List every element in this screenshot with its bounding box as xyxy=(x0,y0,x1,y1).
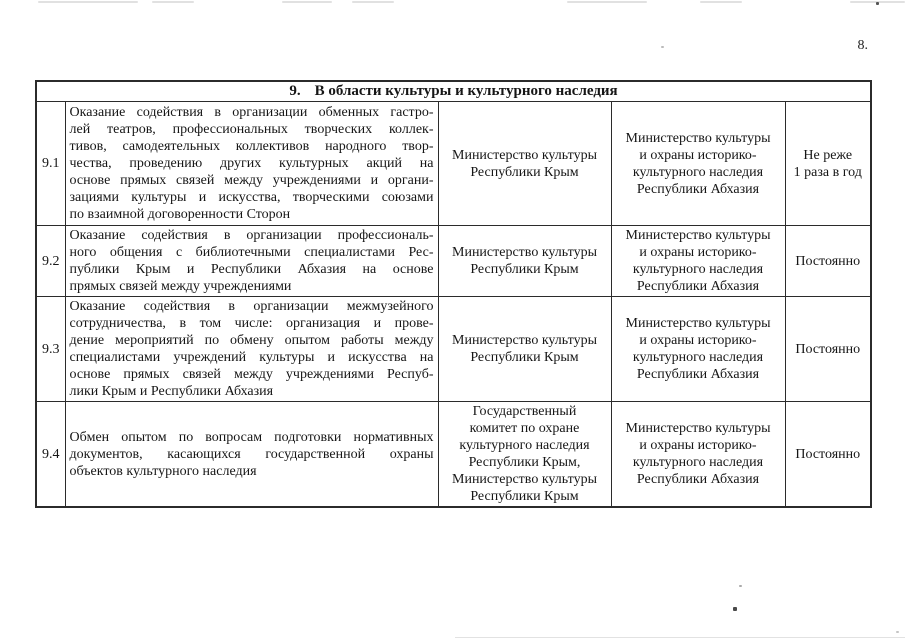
scan-artifact xyxy=(700,1,742,3)
frequency-cell xyxy=(785,402,871,508)
activity-text: Оказание содействия в организации межмузейного сотрудничества, в том числе: организация и прове- дение мероприятий по обмену опытом работы между специалистами учреждений культуры и искусства на основе прямых связей между учреждениями Респуб- лики Крым и Республики Абхазия xyxy=(69,299,434,399)
section-header-row xyxy=(36,81,871,102)
row-number-cell: 9.4 xyxy=(36,402,65,508)
section-title: В области культуры и культурного наследия xyxy=(314,83,618,99)
activity-cell xyxy=(65,102,438,226)
frequency-cell xyxy=(785,297,871,402)
executor-abkhazia-cell xyxy=(611,226,785,297)
scan-artifact xyxy=(739,585,742,587)
row-number-cell: 9.2 xyxy=(36,226,65,297)
scan-artifact xyxy=(661,46,664,48)
executor-crimea-cell xyxy=(438,102,611,226)
scan-artifact xyxy=(38,1,138,3)
table-row xyxy=(36,297,871,402)
frequency-text: Постоянно xyxy=(795,341,861,357)
executor-crimea-cell xyxy=(438,297,611,402)
executor-abkhazia-text: Министерство культуры и охраны историко- культурного наследия Республики Абхазия xyxy=(625,130,771,197)
page-number: 8. xyxy=(857,38,868,53)
executor-abkhazia-cell xyxy=(611,297,785,402)
activity-text: Оказание содействия в организации профессиональ- ного общения с библиотечными специалистами Рес- публики Крым и Республики Абхазия на основе прямых связей между учреждениями xyxy=(69,228,434,294)
frequency-text: Постоянно xyxy=(795,446,861,462)
section-header xyxy=(36,81,871,102)
executor-abkhazia-cell xyxy=(611,402,785,508)
row-number-cell: 9.3 xyxy=(36,297,65,402)
executor-abkhazia-text: Министерство культуры и охраны историко- культурного наследия Республики Абхазия xyxy=(625,421,771,487)
activity-cell xyxy=(65,297,438,402)
executor-abkhazia-text: Министерство культуры и охраны историко- культурного наследия Республики Абхазия xyxy=(625,316,771,382)
agreement-table xyxy=(35,80,872,508)
executor-crimea-text: Государственный комитет по охране культурного наследия Республики Крым, Министерство культуры Республики Крым xyxy=(452,404,597,504)
executor-crimea-text: Министерство культуры Республики Крым xyxy=(452,333,597,365)
scan-artifact xyxy=(567,1,647,3)
row-number-cell: 9.1 xyxy=(36,102,65,226)
executor-crimea-text: Министерство культуры Республики Крым xyxy=(452,147,597,180)
scan-artifact xyxy=(896,631,899,633)
frequency-text: Постоянно xyxy=(795,253,861,269)
section-number: 9. xyxy=(289,83,301,99)
scan-artifact xyxy=(876,2,879,5)
frequency-cell xyxy=(785,226,871,297)
frequency-text: Не реже 1 раза в год xyxy=(793,147,862,180)
table-row xyxy=(36,226,871,297)
activity-cell xyxy=(65,226,438,297)
executor-abkhazia-text: Министерство культуры и охраны историко- культурного наследия Республики Абхазия xyxy=(625,228,771,294)
activity-text: Обмен опытом по вопросам подготовки нормативных документов, касающихся государственной охраны объектов культурного наследия xyxy=(69,429,434,479)
executor-abkhazia-cell xyxy=(611,102,785,226)
executor-crimea-cell xyxy=(438,402,611,508)
table-row xyxy=(36,402,871,508)
scan-artifact xyxy=(352,1,394,3)
executor-crimea-text: Министерство культуры Республики Крым xyxy=(452,245,597,277)
scan-artifact xyxy=(152,1,194,3)
table-row xyxy=(36,102,871,226)
activity-text: Оказание содействия в организации обменных гастро- лей театров, профессиональных творческих коллек- тивов, самодеятельных коллективов народного твор- чества, проведению других культурных акций на основе прямых связей между учреждениями и органи- зациями культуры и искусства, творческими союзами по взаимной договоренности Сторон xyxy=(69,105,434,222)
scan-artifact xyxy=(733,607,737,611)
frequency-cell xyxy=(785,102,871,226)
executor-crimea-cell xyxy=(438,226,611,297)
scan-artifact xyxy=(282,1,332,3)
activity-cell xyxy=(65,402,438,508)
scan-artifact xyxy=(455,637,905,638)
scan-artifact xyxy=(850,1,905,3)
